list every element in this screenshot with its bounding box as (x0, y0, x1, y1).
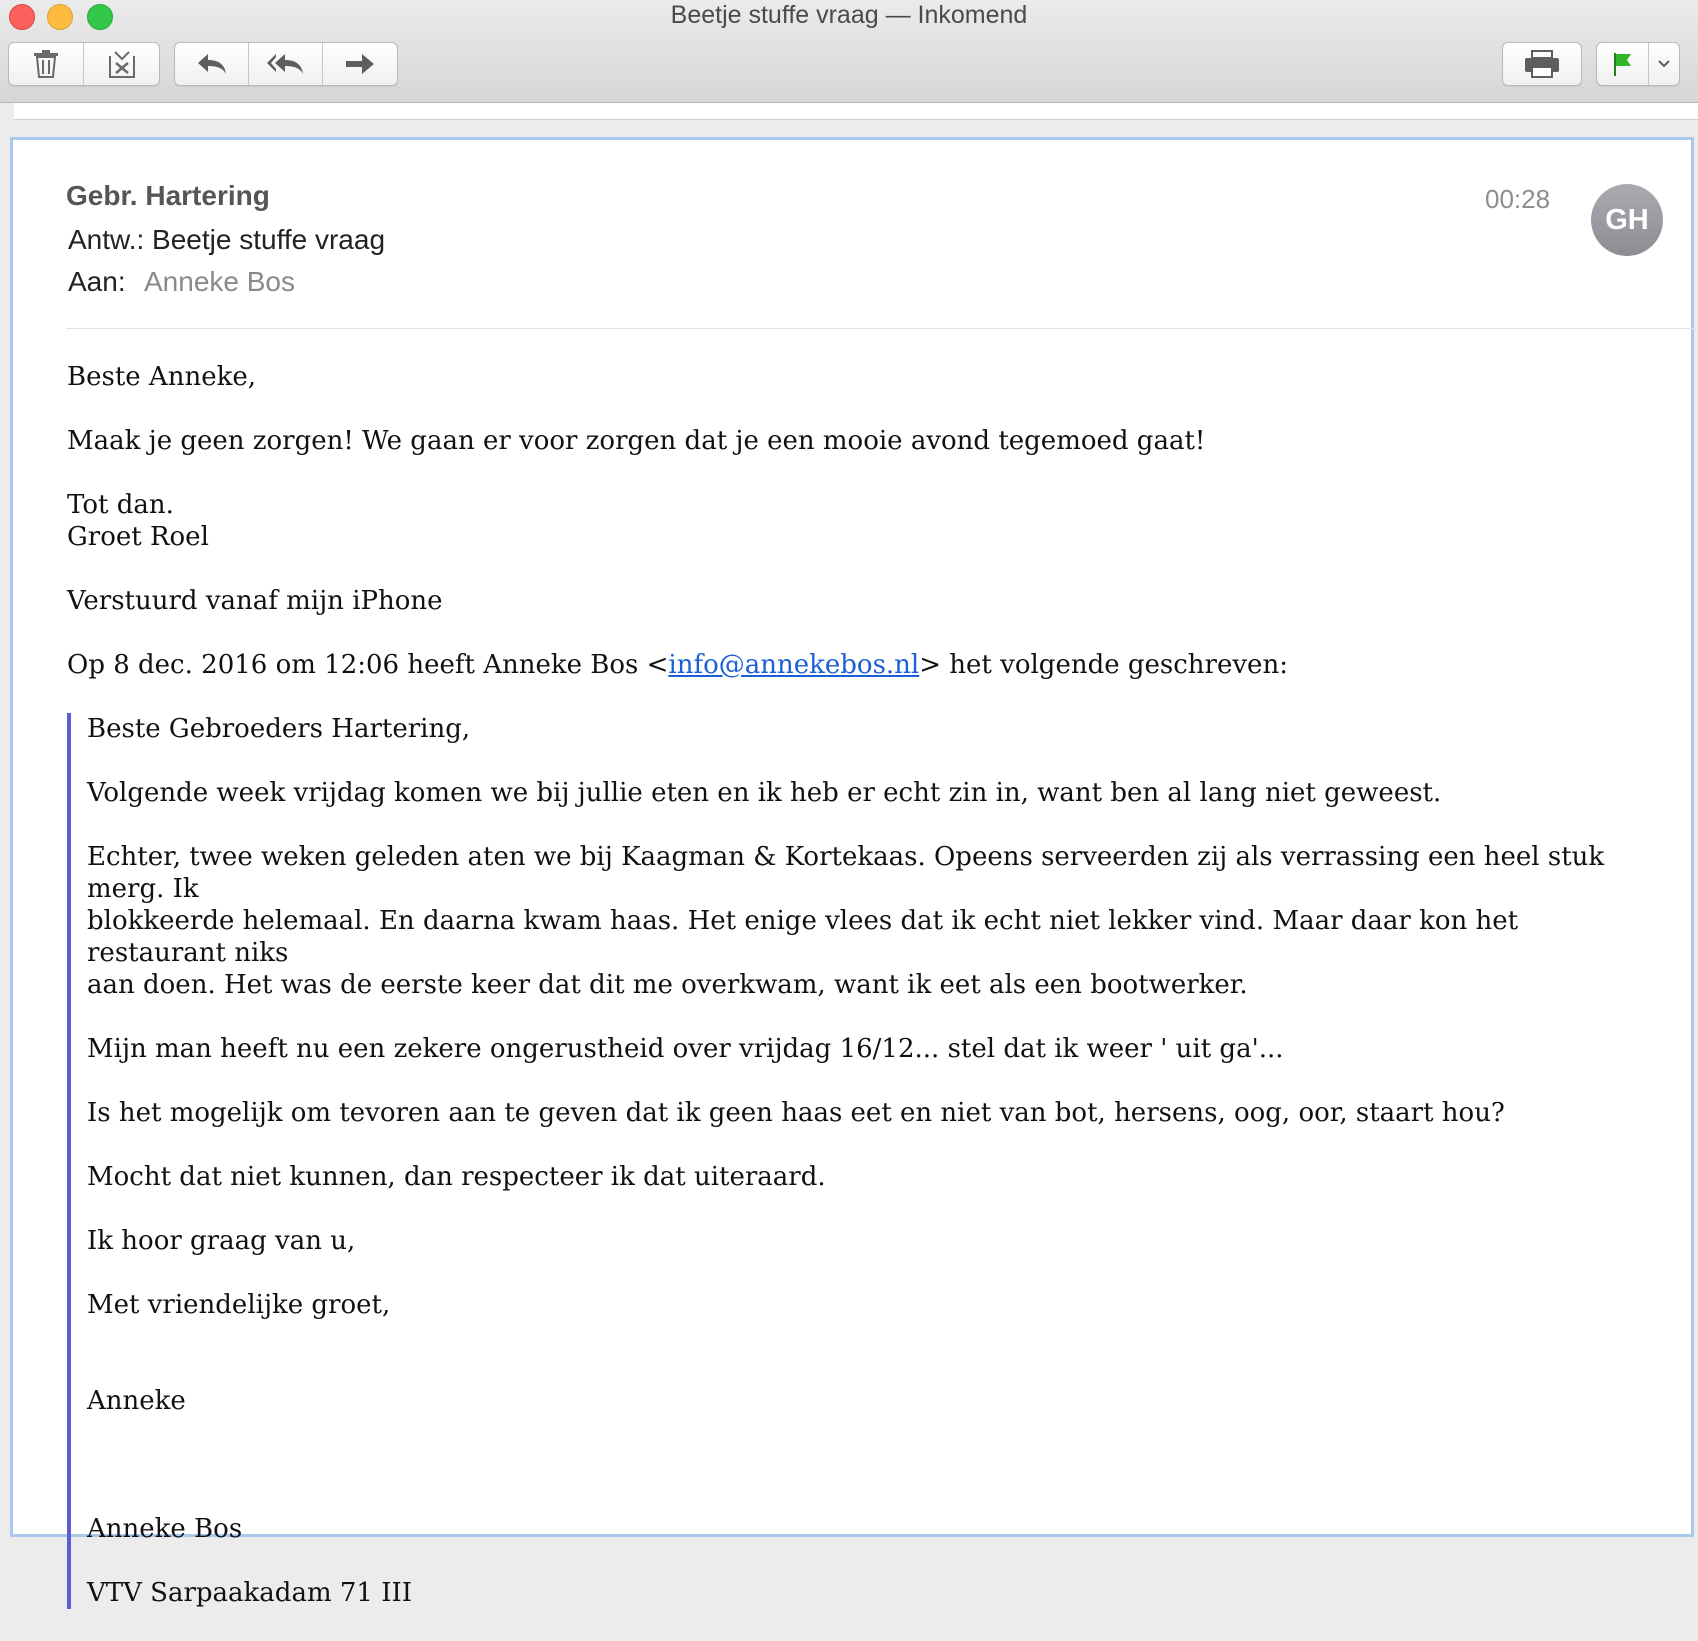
flag-icon (1612, 51, 1634, 77)
print-button[interactable] (1503, 43, 1581, 85)
attribution-suffix: > het volgende geschreven: (919, 650, 1288, 680)
print-icon (1523, 49, 1561, 79)
attribution-prefix: Op 8 dec. 2016 om 12:06 heeft Anneke Bos < (67, 650, 669, 680)
forward-icon (343, 51, 377, 77)
chevron-down-icon (1657, 59, 1671, 69)
junk-button[interactable] (84, 43, 159, 85)
thread-strip (14, 103, 1698, 120)
quoted-line: blokkeerde helemaal. En daarna kwam haas. Het enige vlees dat ik echt niet lekker vind. Maar daar kon het restaurant niks (87, 906, 1519, 968)
sender-name: Gebr. Hartering (66, 180, 270, 211)
body-greeting: Beste Anneke, (67, 362, 256, 392)
body-closing: Tot dan. (67, 490, 174, 520)
reply-icon (195, 51, 229, 77)
message-subject: Antw.: Beetje stuffe vraag (68, 224, 386, 255)
message-time: 00:28 (1485, 184, 1551, 214)
avatar: GH (1591, 184, 1663, 256)
spacer (87, 1353, 1647, 1385)
quoted-message (67, 713, 1647, 1609)
body-closing-name: Groet Roel (67, 522, 209, 552)
window-titlebar (0, 0, 1698, 103)
print-group (1502, 42, 1582, 86)
junk-icon (107, 49, 137, 79)
to-label: Aan: (68, 266, 126, 297)
quoted-greeting: Beste Gebroeders Hartering, (87, 714, 471, 744)
reply-all-icon (265, 51, 307, 77)
reply-button[interactable] (175, 43, 249, 85)
email-link[interactable]: info@annekebos.nl (668, 650, 920, 680)
message-body (67, 361, 1647, 1641)
quoted-address: VTV Sarpaakadam 71 III (87, 1578, 413, 1608)
quoted-paragraph: Is het mogelijk om tevoren aan te geven dat ik geen haas eet en niet van bot, hersens, oog, oor, staart hou? (87, 1098, 1505, 1128)
quote-attribution (67, 649, 1647, 681)
quoted-paragraph: Met vriendelijke groet, (87, 1290, 391, 1320)
quoted-line: aan doen. Het was de eerste keer dat dit me overkwam, want ik eet als een bootwerker. (87, 970, 1248, 1000)
quoted-paragraph (87, 841, 1647, 1001)
to-recipient[interactable]: Anneke Bos (144, 266, 295, 297)
quoted-line: Echter, twee weken geleden aten we bij Kaagman & Kortekaas. Opeens serveerden zij als verrassing een heel stuk merg. Ik (87, 842, 1605, 904)
header-divider (66, 328, 1697, 329)
quoted-name: Anneke (87, 1386, 186, 1416)
window-title: Beetje stuffe vraag — Inkomend (670, 1, 1028, 29)
flag-group (1596, 42, 1680, 86)
quoted-paragraph: Volgende week vrijdag komen we bij jullie eten en ik heb er echt zin in, want ben al lang niet geweest. (87, 778, 1442, 808)
reply-forward-group (174, 42, 398, 86)
message-view (10, 137, 1694, 1608)
trash-icon (32, 49, 60, 79)
quoted-paragraph: Mijn man heeft nu een zekere ongerustheid over vrijdag 16/12... stel dat ik weer ' uit ga'... (87, 1034, 1284, 1064)
flag-menu-button[interactable] (1649, 43, 1679, 85)
delete-button[interactable] (9, 43, 84, 85)
delete-junk-group (8, 42, 160, 86)
forward-button[interactable] (323, 43, 397, 85)
body-signature: Verstuurd vanaf mijn iPhone (67, 586, 443, 616)
spacer (87, 1481, 1647, 1513)
quoted-paragraph: Mocht dat niet kunnen, dan respecteer ik dat uiteraard. (87, 1162, 826, 1192)
spacer (87, 1449, 1647, 1481)
quoted-full-name: Anneke Bos (87, 1514, 243, 1544)
flag-button[interactable] (1597, 43, 1649, 85)
reply-all-button[interactable] (249, 43, 323, 85)
body-line: Maak je geen zorgen! We gaan er voor zorgen dat je een mooie avond tegemoed gaat! (67, 426, 1206, 456)
quoted-paragraph: Ik hoor graag van u, (87, 1226, 356, 1256)
